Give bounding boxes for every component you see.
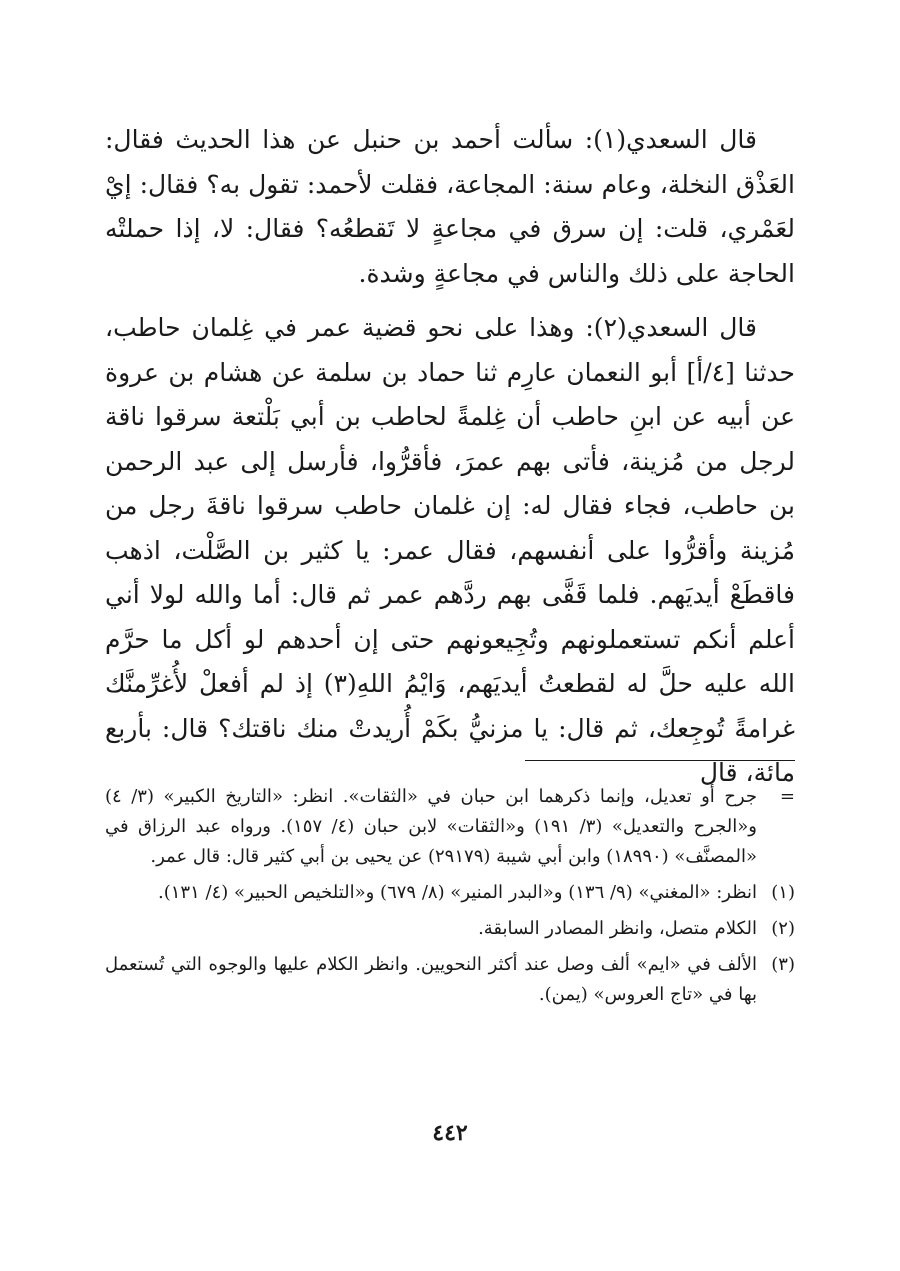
footnote-mark: (٣)	[771, 954, 795, 975]
text-line: حاطب سرقوا ناقةَ رجل من مُزينة وأقرُّوا على أنفسهم، فقال عمر: يا كثير بن	[105, 491, 795, 565]
footnote-separator	[525, 760, 795, 761]
footnote-line: جرح أو تعديل، وإنما ذكرهما ابن حبان في «الثقات». انظر: «التاريخ الكبير» (٣/ ٤)	[105, 786, 757, 807]
text-line: النخلة، وعام سنة: المجاعة، فقلت لأحمد: تقول به؟ فقال: إيْ لعَمْري،	[105, 169, 796, 243]
page-number: ٤٤٢	[432, 1120, 468, 1146]
footnote-body	[105, 878, 757, 908]
footnote-line: الكلام متصل، وانظر المصادر السابقة.	[478, 918, 757, 939]
footnote-body	[105, 950, 757, 1010]
footnote-mark: =	[779, 786, 795, 807]
text-line: قلت: إن سرق في مجاعةٍ لا تَقطعُه؟ فقال: لا، إذا حملتْه الحاجة على ذلك	[105, 214, 795, 288]
main-text	[105, 118, 795, 796]
text-line: قال السعدي(١): سألت أحمد بن حنبل عن هذا الحديث فقال: العَذْق	[105, 125, 795, 199]
text-line: لولا أني أعلم أنكم تستعملونهم وتُجِيعونهم حتى إن أحدهم لو أكل ما حرَّم	[105, 580, 795, 654]
footnote-line: و«الجرح والتعديل» (٣/ ١٩١) و«الثقات» لابن حبان (٤/ ١٥٧). ورواه	[230, 816, 757, 837]
footnotes	[105, 782, 795, 1016]
footnote-2	[105, 914, 795, 944]
footnote-3	[105, 950, 795, 1010]
text-line: [٤/أ] أبو النعمان عارِم ثنا حماد بن سلمة عن هشام بن عروة عن أبيه عن ابنِ	[105, 357, 795, 431]
footnote-line: انظر: «المغني» (٩/ ١٣٦) و«البدر المنير» (٨/ ٦٧٩) و«التلخيص الحبير»	[234, 882, 757, 903]
footnote-body	[105, 782, 757, 872]
footnote-line: تُستعمل بها في «تاج العروس» (يمن).	[105, 954, 757, 1005]
text-line: عمرَ، فأقرُّوا، فأرسل إلى عبد الرحمن بن حاطب، فجاء فقال له: إن غلمان	[105, 446, 796, 520]
footnote-body	[105, 914, 757, 944]
text-line: قال السعدي(٢): وهذا على نحو قضية عمر في غِلمان حاطب، حدثنا	[105, 313, 795, 387]
paragraph-1	[105, 118, 795, 296]
footnote-mark: (١)	[771, 882, 795, 903]
paragraph-2	[105, 306, 795, 796]
text-line: حاطب أن غِلمةً لحاطب بن أبي بَلْتعة سرقوا ناقة لرجل من مُزينة، فأتى بهم	[105, 402, 795, 476]
text-line: الله عليه حلَّ له لقطعتُ أيديَهم، وَايْمُ اللهِ(٣) إذ لم أفعلْ لأُغرِّمنَّك غرامةً	[105, 669, 795, 743]
footnote-line: عبد الرزاق في «المصنَّف» (١٨٩٩٠) وابن أبي شيبة (٢٩١٧٩) عن يحيى بن أبي	[105, 816, 757, 867]
footnote-line: كثير قال: قال عمر.	[150, 846, 295, 867]
text-line: والناس في مجاعةٍ وشدة.	[358, 258, 621, 288]
footnote-line: الألف في «ايم» ألف وصل عند أكثر النحويين. وانظر الكلام عليها والوجوه التي	[170, 954, 757, 975]
footnote-1	[105, 878, 795, 908]
text-line: تُوجِعك، ثم قال: يا مزنيُّ بكَمْ أُريدتْ منك ناقتك؟ قال: بأربع مائة، قال	[105, 713, 795, 787]
footnote-mark: (٢)	[771, 918, 795, 939]
footnote-continuation	[105, 782, 795, 872]
footnote-line: (٤/ ١٣١).	[158, 882, 229, 903]
text-line: الصَّلْت، اذهب فاقطَعْ أيديَهم. فلما قَفَّى بهم ردَّهم عمر ثم قال: أما والله	[105, 535, 795, 609]
